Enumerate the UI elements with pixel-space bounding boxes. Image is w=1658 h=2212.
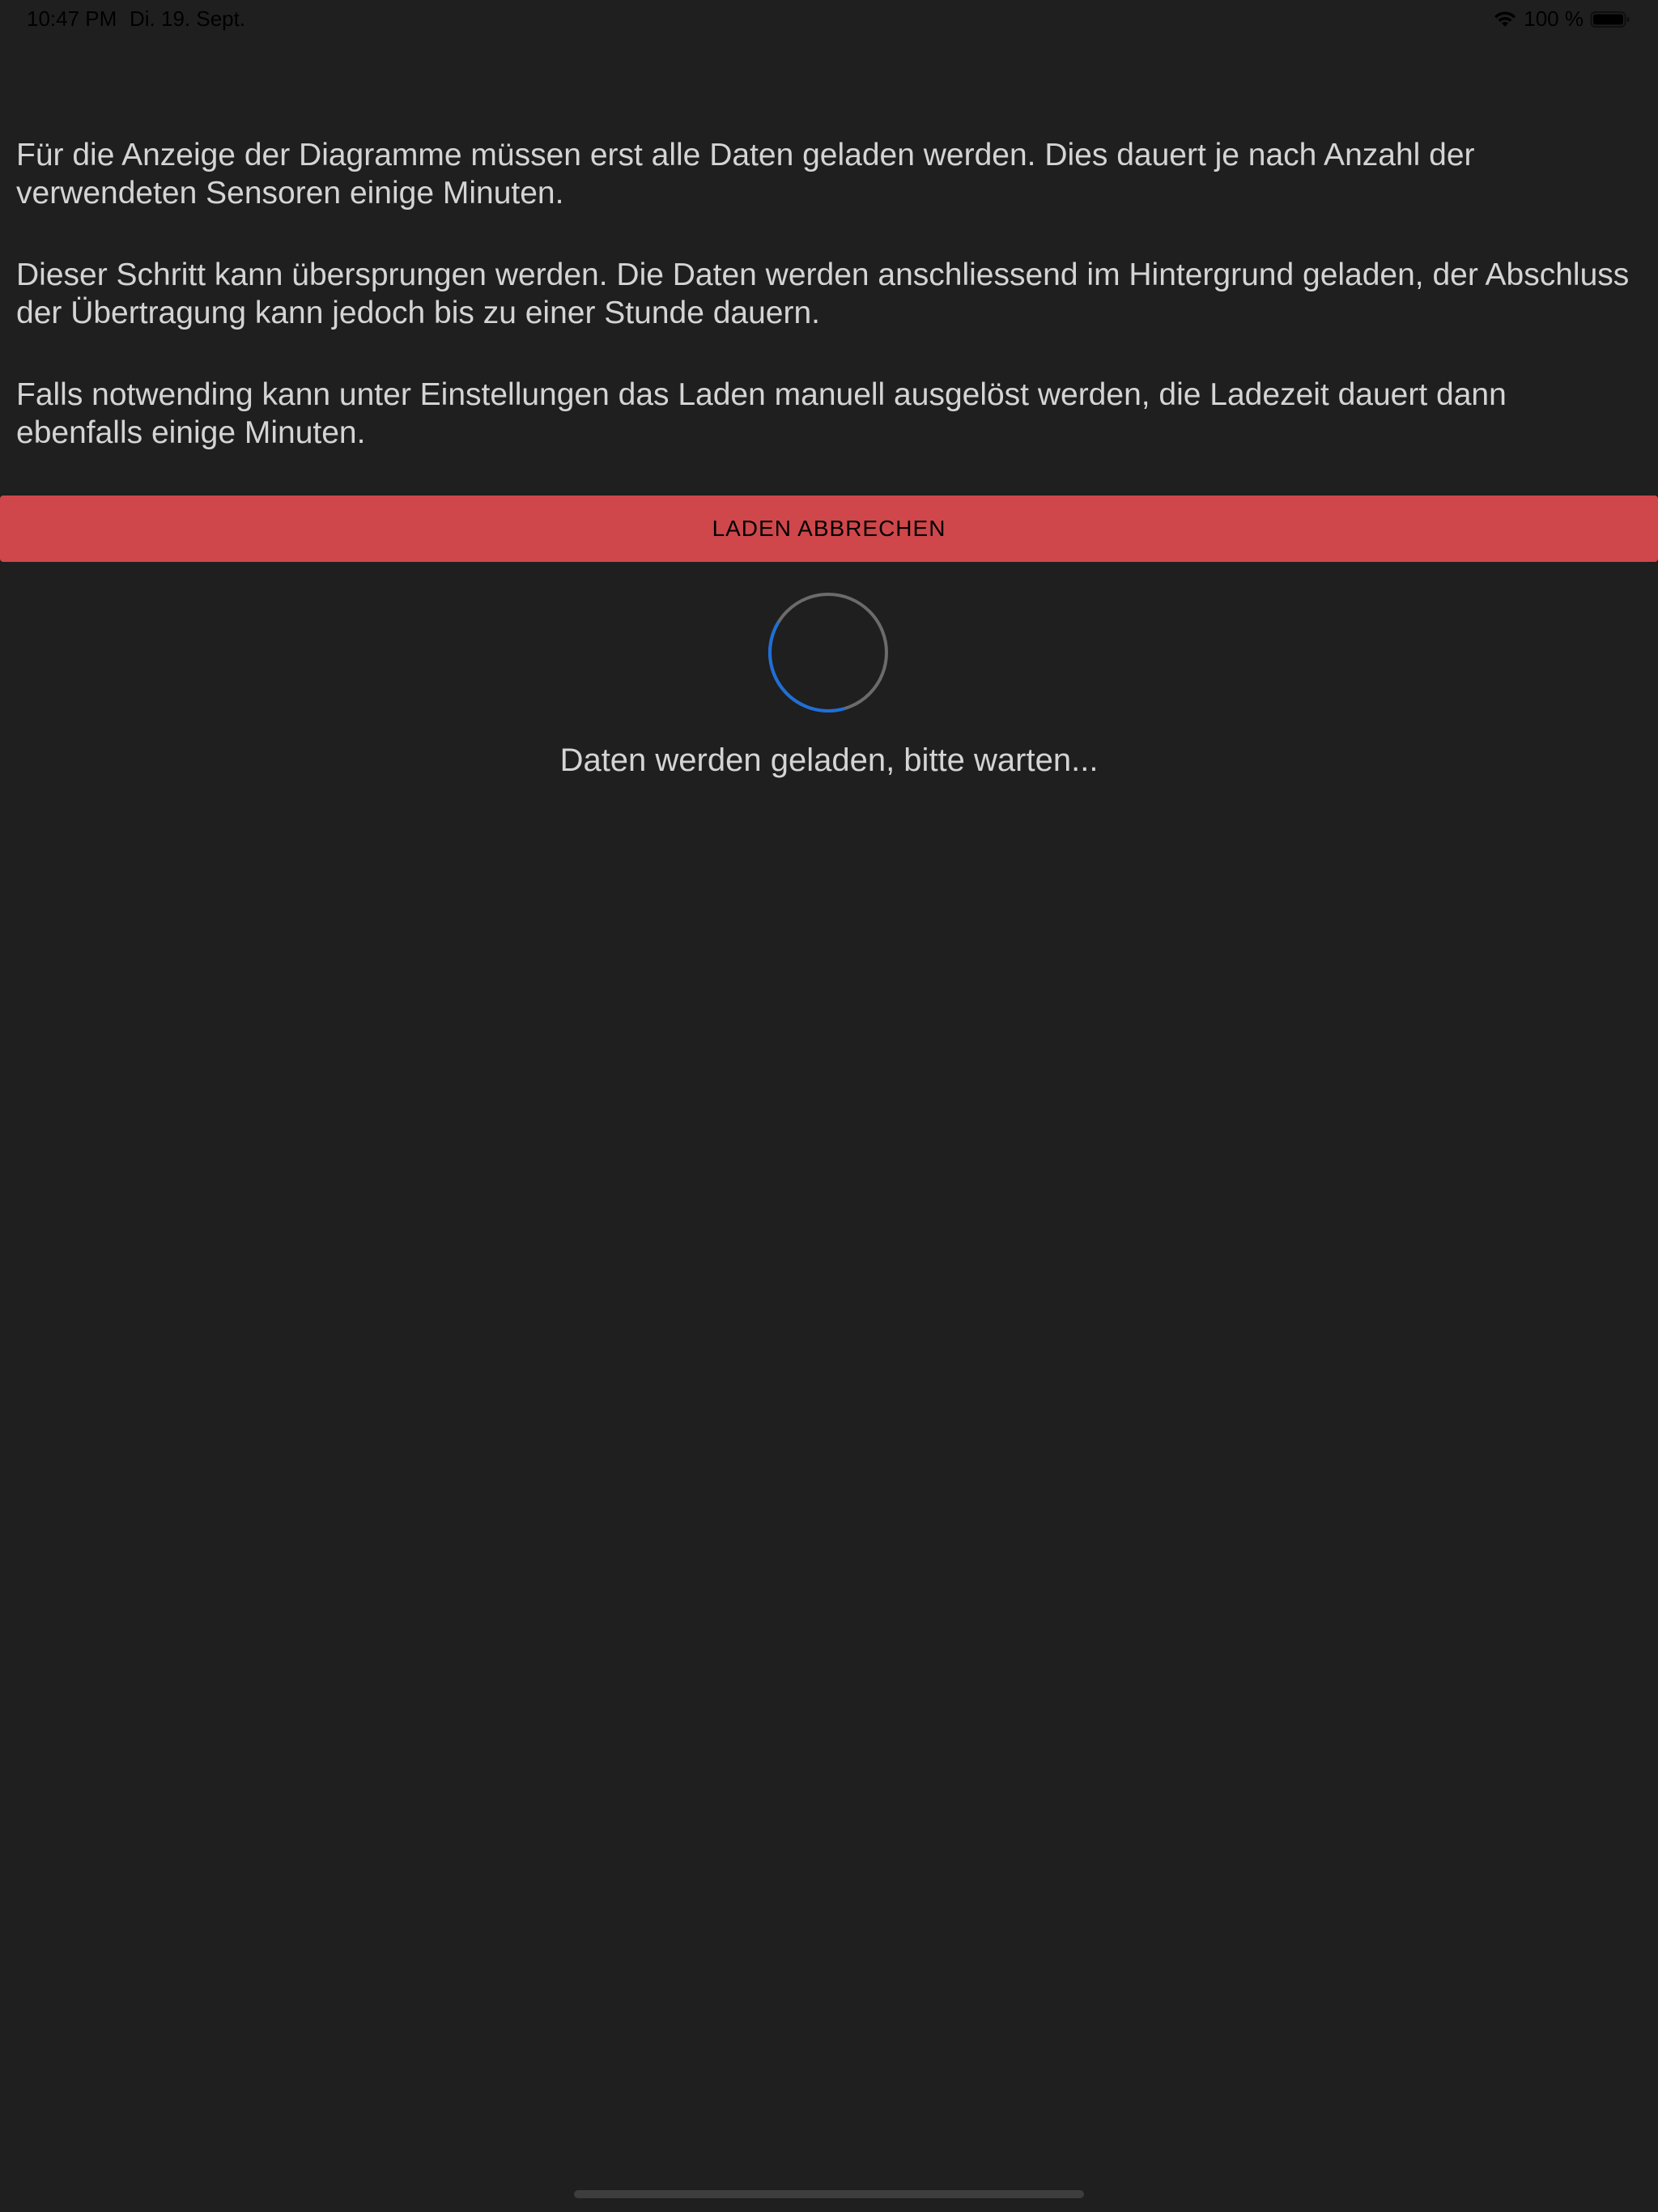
- status-date: Di. 19. Sept.: [130, 6, 246, 31]
- status-indicators: [1493, 6, 1630, 32]
- battery-icon: [1590, 10, 1630, 29]
- status-time: 10:47 PM: [27, 6, 117, 31]
- loading-message: Daten werden geladen, bitte warten...: [559, 742, 1099, 778]
- wifi-icon: [1493, 10, 1517, 29]
- info-paragraph-manual: Falls notwending kann unter Einstellungen das Laden manuell ausgelöst werden, die Ladezeit dauert dann ebenfalls einige Minuten.: [16, 377, 1507, 450]
- status-bar: [0, 0, 1658, 39]
- loading-spinner-icon: [767, 592, 889, 713]
- cancel-loading-button[interactable]: LADEN ABBRECHEN: [0, 496, 1658, 562]
- info-paragraph-skip: Dieser Schritt kann übersprungen werden. Die Daten werden anschliessend im Hintergrund geladen, der Abschluss der Übertragung kann jedoch bis zu einer Stunde dauern.: [16, 257, 1630, 330]
- info-paragraph-diagrams: Für die Anzeige der Diagramme müssen erst alle Daten geladen werden. Dies dauert je nach Anzahl der verwendeten Sensoren einige Minuten.: [16, 138, 1475, 211]
- battery-percent: 100 %: [1524, 6, 1584, 31]
- home-indicator[interactable]: [574, 2190, 1084, 2198]
